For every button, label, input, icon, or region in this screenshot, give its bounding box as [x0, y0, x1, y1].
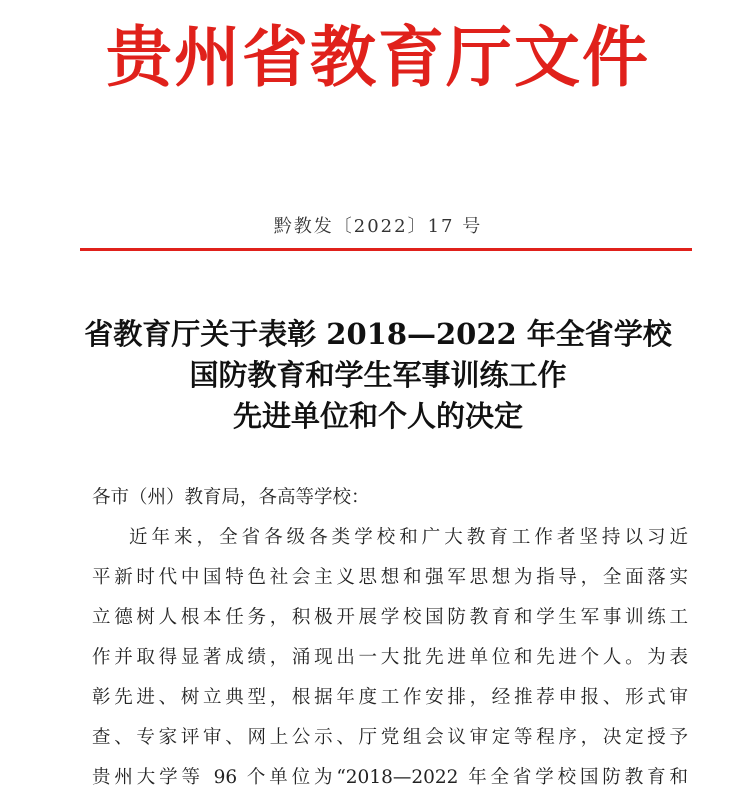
body-text-line: 查、专家评审、网上公示、厅党组会议审定等程序，决定授予 — [92, 727, 688, 748]
document-title-line-1: 省教育厅关于表彰 2018—2022 年全省学校 — [84, 317, 672, 351]
document-masthead: 贵州省教育厅文件 — [106, 19, 650, 96]
body-text-line: 作并取得显著成绩，涌现出一大批先进单位和先进个人。为表 — [92, 647, 688, 668]
body-text-line: 平新时代中国特色社会主义思想和强军思想为指导，全面落实 — [92, 567, 688, 588]
body-text-line: 彰先进、树立典型，根据年度工作安排，经推荐申报、形式审 — [92, 687, 688, 708]
body-text-line: 立德树人根本任务，积极开展学校国防教育和学生军事训练工 — [92, 607, 688, 628]
body-text-line: 贵州大学等 96 个单位为“2018—2022 年全省学校国防教育和 — [92, 767, 688, 788]
document-number: 黔教发〔2022〕17 号 — [273, 216, 483, 237]
salutation: 各市（州）教育局，各高等学校： — [92, 487, 370, 508]
red-divider-line — [80, 248, 692, 251]
body-text-line: 近年来，全省各级各类学校和广大教育工作者坚持以习近 — [129, 527, 688, 548]
document-title-line-3: 先进单位和个人的决定 — [232, 399, 523, 433]
document-title-line-2: 国防教育和学生军事训练工作 — [189, 358, 567, 392]
